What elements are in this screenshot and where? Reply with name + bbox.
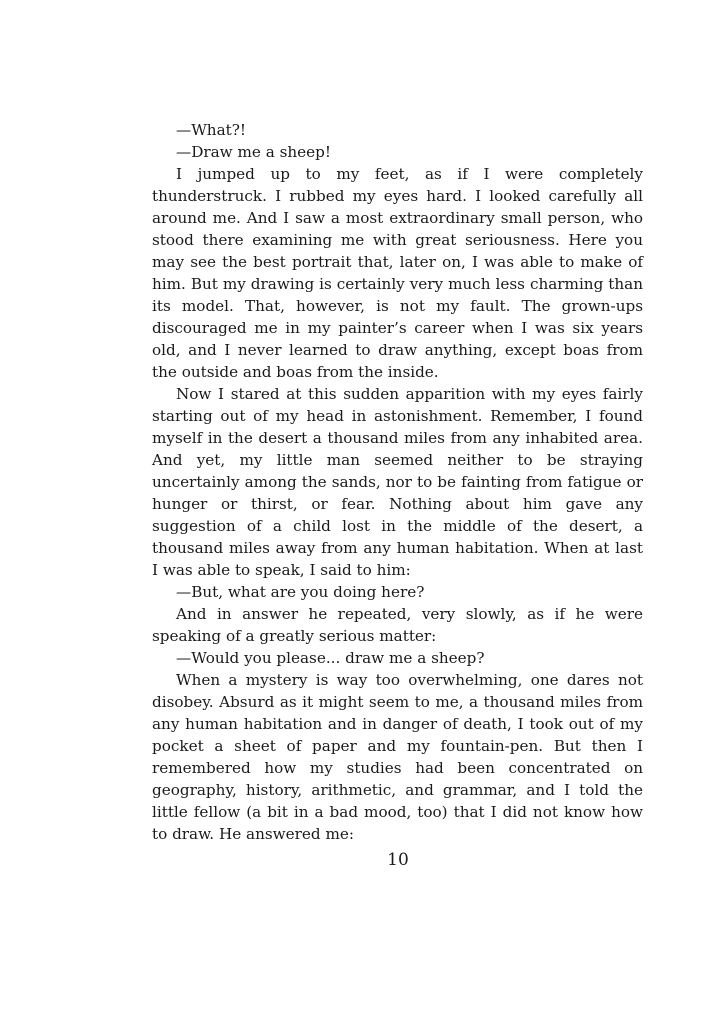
paragraph: —Draw me a sheep! xyxy=(176,143,331,161)
paragraph: When a mystery is way too overwhelming, one dares not disobey. Absurd as it might seem to me, a thousand miles from any human habitation and in danger of death, I took out of my pocket a sheet of paper and my fountain-pen. But then I remembered how my studies had been concentrated on geography, history, arithmetic, and grammar, and I told the little fellow (a bit in a bad mood, too) that I did not know how to draw. He answered me: xyxy=(152,671,643,843)
paragraph: I jumped up to my feet, as if I were completely thunderstruck. I rubbed my eyes hard. I looked carefully all around me. And I saw a most extraordinary small person, who stood there examining me with great seriousness. Here you may see the best portrait that, later on, I was able to make of him. But my drawing is certainly very much less charming than its model. That, however, is not my fault. The grown-ups discouraged me in my painter’s career when I was six years old, and I never learned to draw anything, except boas from the outside and boas from the inside. xyxy=(152,165,643,381)
paragraph: —But, what are you doing here? xyxy=(176,583,425,601)
paragraph: —Would you please... draw me a sheep? xyxy=(176,649,485,667)
paragraph: Now I stared at this sudden apparition with my eyes fairly starting out of my head in astonishment. Remember, I found myself in the desert a thousand miles from any inhabited area. And yet, my little man seemed neither to be straying uncertainly among the sands, nor to be fainting from fatigue or hunger or thirst, or fear. Nothing about him gave any suggestion of a child lost in the middle of the desert, a thousand miles away from any human habitation. When at last I was able to speak, I said to him: xyxy=(152,385,643,579)
page-number: 10 xyxy=(387,850,409,870)
paragraph: And in answer he repeated, very slowly, as if he were speaking of a greatly serious matter: xyxy=(152,605,643,645)
body-text xyxy=(152,119,643,845)
paragraph: —What?! xyxy=(176,121,246,139)
